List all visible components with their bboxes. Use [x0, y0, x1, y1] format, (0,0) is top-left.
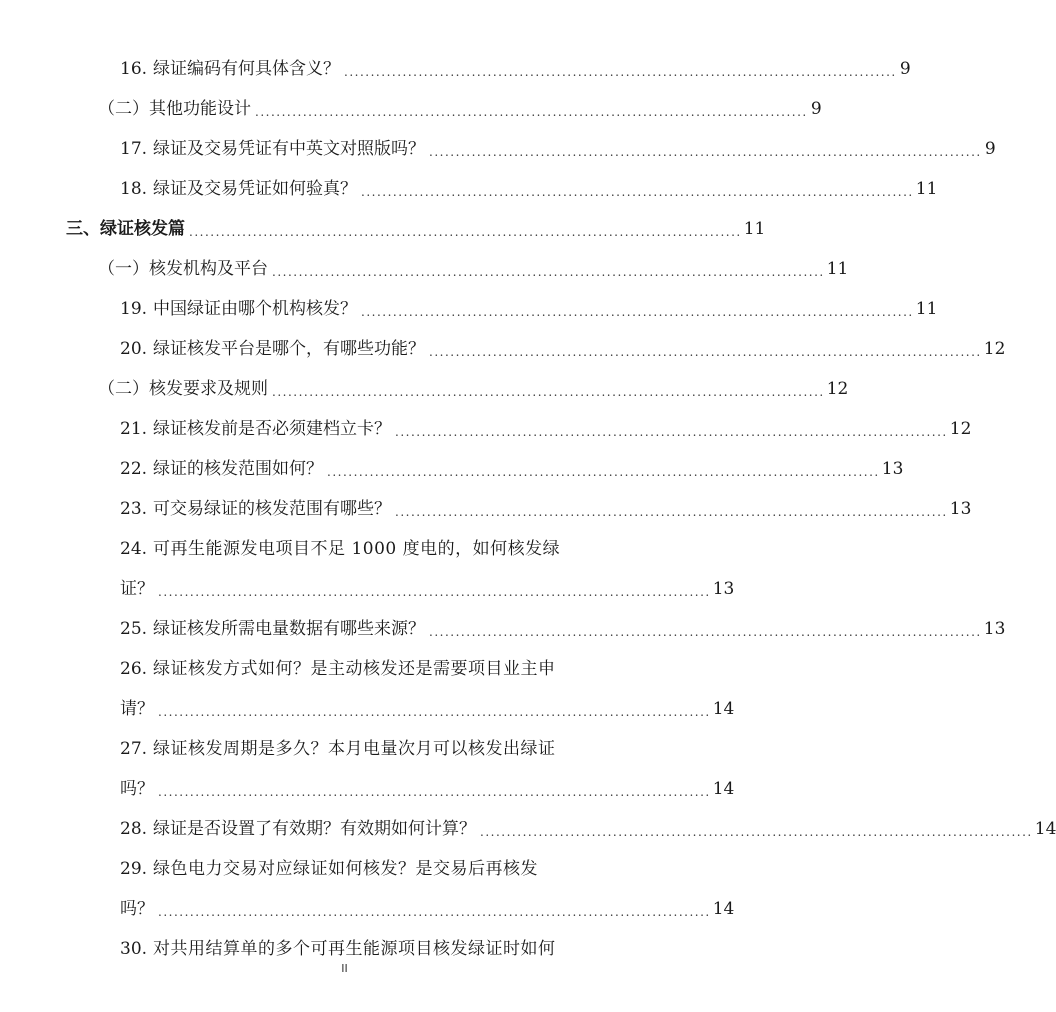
toc-entry-title: 中国绿证由哪个机构核发？ [153, 299, 358, 319]
toc-entry-title: 绿证的核发范围如何？ [153, 459, 324, 479]
toc-section-title: （二）其他功能设计 [98, 99, 251, 119]
toc-entry[interactable] [0, 172, 938, 200]
toc-entry[interactable] [0, 332, 1006, 360]
toc-entry[interactable] [0, 532, 689, 560]
toc-section-title: （二）核发要求及规则 [98, 379, 268, 399]
toc-entry-page: 11 [915, 299, 938, 319]
toc-entry-page: 12 [826, 379, 849, 399]
toc-entry-page: 14 [712, 899, 735, 919]
toc-entry-page: 14 [1034, 819, 1056, 839]
toc-entry-page: 13 [712, 579, 735, 599]
toc-entry-number: 17. [120, 139, 148, 159]
toc-leader-dots: ........................................................................................................ [429, 345, 982, 359]
toc-entry-title: 绿证及交易凭证有中英文对照版吗？ [153, 139, 426, 159]
toc-leader-dots: ........................................................................................................ [361, 185, 914, 199]
toc-entry-continuation[interactable] [0, 772, 735, 800]
toc-leader-dots: ........................................................................................................ [158, 585, 711, 599]
toc-entry-page: 9 [810, 99, 822, 119]
toc-leader-dots: ........................................................................................................ [395, 505, 948, 519]
toc-entry-number: 18. [120, 179, 148, 199]
toc-entry-title: 绿证核发平台是哪个，有哪些功能？ [153, 339, 426, 359]
toc-leader-dots: ........................................................................................................ [344, 65, 897, 79]
toc-entry[interactable] [0, 292, 938, 320]
toc-entry-page: 13 [983, 619, 1006, 639]
toc-entry-title: 绿证核发周期是多久？本月电量次月可以核发出绿证 [153, 739, 556, 759]
toc-entry[interactable] [0, 52, 911, 80]
toc-entry-page: 13 [949, 499, 972, 519]
toc-entry-title: 证？ [120, 579, 154, 599]
toc-entry-number: 21. [120, 419, 148, 439]
toc-entry-continuation[interactable] [0, 692, 735, 720]
toc-leader-dots: ........................................................................................................ [327, 465, 880, 479]
toc-entry[interactable] [0, 92, 822, 120]
toc-leader-dots: ........................................................................................................ [255, 105, 808, 119]
toc-entry-number: 22. [120, 459, 148, 479]
toc-leader-dots: ........................................................................................................ [158, 905, 711, 919]
toc-entry[interactable] [0, 212, 766, 240]
toc-entry[interactable] [0, 452, 904, 480]
toc-leader-dots: ........................................................................................................ [429, 625, 982, 639]
toc-leader-dots: ........................................................................................................ [189, 225, 742, 239]
toc-entry-title: 对共用结算单的多个可再生能源项目核发绿证时如何 [153, 939, 556, 959]
toc-entry[interactable] [0, 252, 849, 280]
toc-entry-page: 14 [712, 699, 735, 719]
toc-chapter-title: 三、绿证核发篇 [66, 219, 185, 239]
page-number: II [341, 962, 348, 975]
toc-entry-page: 11 [743, 219, 766, 239]
toc-entry-title: 吗？ [120, 779, 154, 799]
toc-entry-page: 9 [899, 59, 911, 79]
toc-entry-page: 11 [915, 179, 938, 199]
toc-entry-title: 可交易绿证的核发范围有哪些？ [153, 499, 392, 519]
toc-entry[interactable] [0, 652, 689, 680]
toc-entry-title: 绿证核发前是否必须建档立卡？ [153, 419, 392, 439]
toc-leader-dots: ........................................................................................................ [429, 145, 982, 159]
toc-entry-title: 绿证是否设置了有效期？有效期如何计算？ [153, 819, 477, 839]
toc-section-title: （一）核发机构及平台 [98, 259, 268, 279]
toc-entry-continuation[interactable] [0, 572, 735, 600]
toc-entry-page: 12 [949, 419, 972, 439]
toc-entry[interactable] [0, 932, 689, 960]
toc-entry[interactable] [0, 412, 972, 440]
toc-entry-page: 11 [826, 259, 849, 279]
toc-entry-number: 27. [120, 739, 148, 759]
toc-entry[interactable] [0, 612, 1006, 640]
toc-entry-title: 可再生能源发电项目不足 1000 度电的，如何核发绿 [153, 539, 561, 559]
toc-entry[interactable] [0, 812, 1056, 840]
toc-entry-title: 绿色电力交易对应绿证如何核发？是交易后再核发 [153, 859, 539, 879]
toc-entry-page: 12 [983, 339, 1006, 359]
toc-leader-dots: ........................................................................................................ [361, 305, 914, 319]
toc-entry-page: 14 [712, 779, 735, 799]
toc-entry[interactable] [0, 852, 689, 880]
toc-leader-dots: ........................................................................................................ [272, 385, 825, 399]
toc-entry-continuation[interactable] [0, 892, 735, 920]
toc-entry-title: 绿证编码有何具体含义？ [153, 59, 341, 79]
toc-entry-title: 请？ [120, 699, 154, 719]
toc-entry[interactable] [0, 732, 689, 760]
toc-entry-number: 16. [120, 59, 148, 79]
toc-entry-number: 20. [120, 339, 148, 359]
toc-entry-number: 24. [120, 539, 148, 559]
toc-entry[interactable] [0, 492, 972, 520]
toc-entry-number: 30. [120, 939, 148, 959]
toc-leader-dots: ........................................................................................................ [395, 425, 948, 439]
toc-entry-number: 23. [120, 499, 148, 519]
toc-entry[interactable] [0, 372, 849, 400]
toc-entry-number: 26. [120, 659, 148, 679]
toc-leader-dots: ........................................................................................................ [158, 785, 711, 799]
toc-entry-title: 绿证核发所需电量数据有哪些来源？ [153, 619, 426, 639]
toc-leader-dots: ........................................................................................................ [480, 825, 1033, 839]
toc-entry-title: 吗？ [120, 899, 154, 919]
toc-entry-title: 绿证核发方式如何？是主动核发还是需要项目业主申 [153, 659, 556, 679]
toc-entry-number: 29. [120, 859, 148, 879]
toc-entry-number: 19. [120, 299, 148, 319]
toc-entry-number: 28. [120, 819, 148, 839]
toc-entry[interactable] [0, 132, 996, 160]
toc-entry-title: 绿证及交易凭证如何验真？ [153, 179, 358, 199]
toc-leader-dots: ........................................................................................................ [158, 705, 711, 719]
toc-entry-number: 25. [120, 619, 148, 639]
toc-leader-dots: ........................................................................................................ [272, 265, 825, 279]
toc-entry-page: 9 [984, 139, 996, 159]
toc-entry-page: 13 [881, 459, 904, 479]
